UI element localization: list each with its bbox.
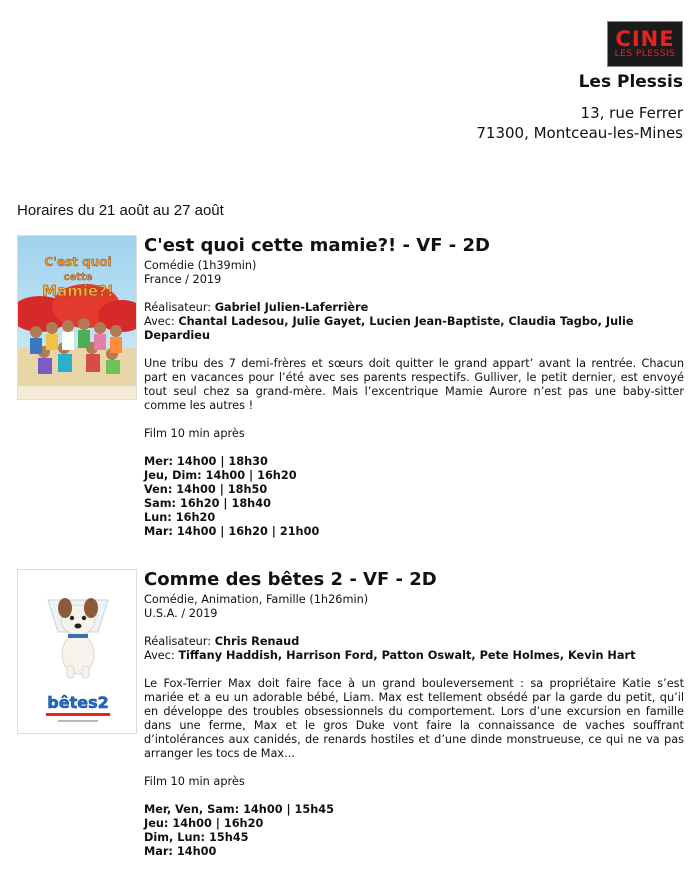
film-showtimes [144, 803, 684, 859]
director-name: Gabriel Julien-Laferrière [214, 301, 369, 314]
svg-text:Mamie?!: Mamie?! [42, 282, 114, 300]
film-cast [144, 649, 684, 663]
film-synopsis: Le Fox-Terrier Max doit faire face à un grand bouleversement : sa propriétaire Katie s’est mariée et a eu un adorable bébé, Liam. Max est tellement obsédé par la garde du petit, qu’il en développe des troubles obsessionnels du comportement. Lors d’une excursion en famille dans une ferme, Max et le gros Duke vont faire la connaissance de vaches souffrant d’intolérances aux canidés, de renards hostiles et d’une dinde monstrueuse, ce qui ne va pas arranger les tocs de Max... [144, 677, 684, 760]
address-city: 71300, Montceau-les-Mines [476, 124, 683, 142]
showtime-line: Dim, Lun: 15h45 [144, 831, 249, 844]
showtime-line: Mar: 14h00 [144, 845, 217, 858]
address-street: 13, rue Ferrer [580, 104, 683, 122]
logo-plessis-text: LES PLESSIS [614, 48, 676, 59]
film-title: C'est quoi cette mamie?! - VF - 2D [144, 235, 490, 256]
cast-names: Chantal Ladesou, Julie Gayet, Lucien Jean-Baptiste, Claudia Tagbo, Julie Depardieu [144, 315, 634, 342]
film-note: Film 10 min après [144, 427, 245, 440]
showtime-line: Jeu: 14h00 | 16h20 [144, 817, 264, 830]
svg-text:C'est quoi: C'est quoi [44, 255, 112, 269]
cast-names: Tiffany Haddish, Harrison Ford, Patton Oswalt, Pete Holmes, Kevin Hart [178, 649, 636, 662]
film-origin: France / 2019 [144, 273, 222, 286]
showtime-line: Mer: 14h00 | 18h30 [144, 455, 268, 468]
svg-text:cette: cette [63, 272, 93, 283]
cast-label: Avec: [144, 649, 179, 662]
film-poster [17, 569, 137, 734]
film-title: Comme des bêtes 2 - VF - 2D [144, 569, 437, 590]
film-note: Film 10 min après [144, 775, 245, 788]
cinema-name: Les Plessis [578, 72, 683, 92]
film-showtimes [144, 455, 684, 539]
poster-title-text: bêtes2 [47, 693, 109, 712]
film-genre: Comédie (1h39min) [144, 259, 257, 272]
film-poster [17, 235, 137, 400]
cinema-logo [607, 21, 683, 67]
schedule-period: Horaires du 21 août au 27 août [17, 202, 224, 219]
poster-mamie-image [18, 236, 137, 400]
showtime-line: Mar: 14h00 | 16h20 | 21h00 [144, 525, 320, 538]
film-director [144, 301, 684, 315]
showtime-line: Mer, Ven, Sam: 14h00 | 15h45 [144, 803, 335, 816]
director-label: Réalisateur: [144, 635, 215, 648]
film-genre: Comédie, Animation, Famille (1h26min) [144, 593, 369, 606]
film-synopsis: Une tribu des 7 demi-frères et sœurs doit quitter le grand appart’ avant la rentrée. Chacun part en vacances pour l’été avec ses parents respectifs. Gulliver, le petit dernier, est envoyé tout seul chez sa grand-mère. Mais l’excentrique Mamie Aurore n’est pas une baby-sitter comme les autres ! [144, 357, 684, 412]
showtime-line: Sam: 16h20 | 18h40 [144, 497, 271, 510]
showtime-line: Jeu, Dim: 14h00 | 16h20 [144, 469, 297, 482]
film-director [144, 635, 684, 649]
film-origin: U.S.A. / 2019 [144, 607, 218, 620]
showtime-line: Lun: 16h20 [144, 511, 216, 524]
showtime-line: Ven: 14h00 | 18h50 [144, 483, 268, 496]
logo-cine-text: CINE [615, 26, 675, 51]
film-cast [144, 315, 684, 343]
cast-label: Avec: [144, 315, 179, 328]
director-name: Chris Renaud [214, 635, 300, 648]
poster-betes2-image [18, 570, 137, 734]
director-label: Réalisateur: [144, 301, 215, 314]
